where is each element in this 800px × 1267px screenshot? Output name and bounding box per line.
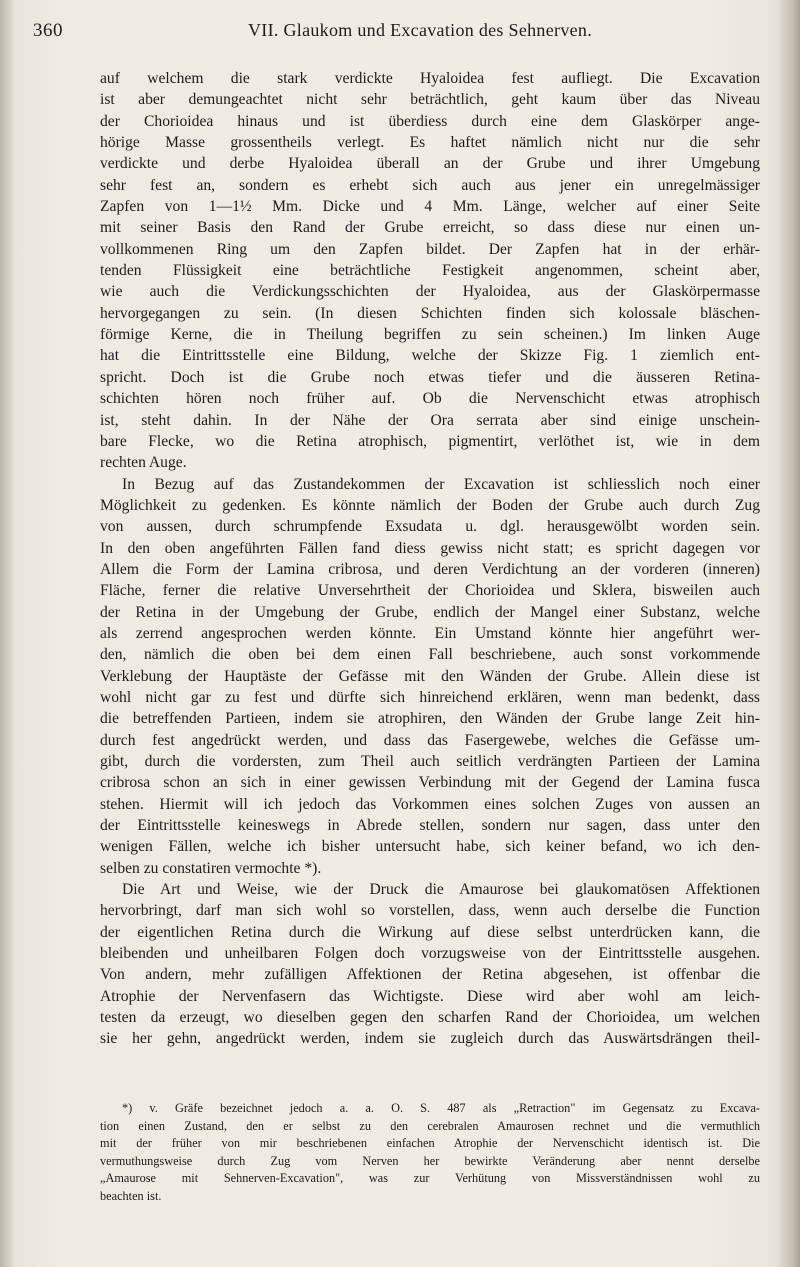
page-edge-shadow	[778, 0, 800, 1267]
text-line: mit seiner Basis den Rand der Grube erreicht, so dass diese nur einen un-	[100, 219, 760, 237]
text-line: In den oben angeführten Fällen fand diess gewiss nicht statt; es spricht dagegen vor	[100, 539, 760, 557]
footnote-line: tion einen Zustand, den er selbst zu den cerebralen Amaurosen rechnet und die vermuthlich	[100, 1118, 760, 1133]
page-header	[0, 0, 800, 60]
text-line: vollkommenen Ring um den Zapfen bildet. Der Zapfen hat in der erhär-	[100, 240, 760, 258]
text-line: gibt, durch die vordersten, zum Theil auch seitlich verdrängten Partieen der Lamina	[100, 753, 760, 770]
text-line: bare Flecke, wo die Retina atrophisch, pigmentirt, verlöthet ist, wie in dem	[100, 432, 760, 450]
footnote-line: *) v. Gräfe bezeichnet jedoch a. a. O. S. 487 als „Retraction" im Gegensatz zu Excava-	[122, 1101, 760, 1115]
text-line: wie auch die Verdickungsschichten der Hyaloidea, aus der Glaskörpermasse	[100, 283, 760, 301]
text-line: durch fest angedrückt werden, und dass das Fasergewebe, welches die Gefässe um-	[100, 731, 760, 749]
text-line: verdickte und derbe Hyaloidea überall an der Grube und ihrer Umgebung	[100, 155, 760, 173]
text-line: hervorgegangen zu sein. (In diesen Schichten finden sich kolossale bläschen-	[100, 304, 760, 322]
text-line: hervorbringt, darf man sich wohl so vorstellen, dass, wenn auch derselbe die Function	[100, 902, 760, 920]
text-line: selben zu constatiren vermochte *).	[100, 859, 322, 877]
text-line: spricht. Doch ist die Grube noch etwas tiefer und die äusseren Retina-	[100, 368, 760, 386]
text-line: wohl nicht gar zu fest und dürfte sich hinreichend erklären, wenn man bedenkt, dass	[100, 688, 760, 706]
text-line: Von andern, mehr zufälligen Affektionen der Retina abgesehen, ist offenbar die	[100, 966, 760, 984]
text-line: Möglichkeit zu gedenken. Es könnte nämlich der Boden der Grube auch durch Zug	[100, 496, 760, 514]
running-head: VII. Glaukom und Excavation des Sehnerven.	[248, 20, 593, 40]
page-gutter-shadow	[0, 0, 14, 1267]
body-text	[100, 68, 760, 1050]
text-line: der Chorioidea hinaus und ist überdiess durch eine dem Glaskörper ange-	[100, 112, 760, 130]
text-line: wenigen Fällen, welche ich bisher untersucht habe, sich keiner befand, wo ich den-	[100, 838, 760, 856]
text-line: als zerrend angesprochen werden könnte. Ein Umstand könnte hier angeführt wer-	[100, 624, 760, 642]
text-line: sehr fest an, sondern es erhebt sich auch aus jener ein unregelmässiger	[100, 176, 760, 194]
text-line: stehen. Hiermit will ich jedoch das Vorkommen eines solchen Zuges von aussen an	[100, 795, 760, 813]
page-number: 360	[33, 20, 63, 41]
text-line: bleibenden und unheilbaren Folgen doch vorzugsweise von der Eintrittsstelle ausgehen.	[100, 945, 760, 963]
text-line: der eigentlichen Retina durch die Wirkung auf diese selbst unterdrücken kann, die	[100, 923, 760, 941]
footnote-line: beachten ist.	[100, 1188, 162, 1203]
footnote-line: mit der früher von mir beschriebenen einfachen Atrophie der Nervenschicht identisch ist. Die	[100, 1136, 760, 1150]
text-line: hörige Masse grossentheils verlegt. Es haftet nämlich nicht nur die sehr	[100, 134, 760, 152]
text-line: sie her gehn, angedrückt werden, indem sie zugleich durch das Auswärtsdrängen theil-	[100, 1030, 760, 1048]
footnote-line: vermuthungsweise durch Zug vom Nerven her bewirkte Veränderung aber nennt derselbe	[100, 1153, 760, 1168]
text-line: den, nämlich die oben bei dem einen Fall beschriebene, auch sonst vorkommende	[100, 646, 760, 664]
text-line: cribrosa schon an sich in einer gewissen Verbindung mit der Gegend der Lamina fusca	[100, 774, 760, 792]
text-line: Zapfen von 1—1½ Mm. Dicke und 4 Mm. Länge, welcher auf einer Seite	[100, 198, 760, 216]
text-line: Fläche, ferner die relative Unversehrtheit der Chorioidea und Sklera, bisweilen auch	[100, 582, 760, 600]
text-line: der Retina in der Umgebung der Grube, endlich der Mangel einer Substanz, welche	[100, 603, 760, 621]
text-line: der Eintrittsstelle keineswegs in Abrede stellen, sondern nur sagen, dass unter den	[100, 817, 760, 835]
text-line: ist aber demungeachtet nicht sehr beträchtlich, geht kaum über das Niveau	[100, 91, 760, 109]
text-line: förmige Kerne, die in Theilung begriffen zu sein scheinen.) Im linken Auge	[100, 326, 760, 344]
text-line: rechten Auge.	[100, 454, 187, 472]
text-line: die betreffenden Partieen, indem sie atrophiren, den Wänden der Grube lange Zeit hin-	[100, 710, 760, 728]
text-line: Allem die Form der Lamina cribrosa, und deren Verdichtung an der vorderen (inneren)	[100, 560, 760, 578]
text-line: testen da erzeugt, wo dieselben gegen den scharfen Rand der Chorioidea, um welchen	[100, 1009, 760, 1027]
text-line: ist, steht dahin. In der Nähe der Ora serrata aber sind einige unschein-	[100, 411, 760, 429]
text-line: Verklebung der Hauptäste der Gefässe mit den Wänden der Grube. Allein diese ist	[100, 667, 760, 685]
footnote	[100, 1100, 760, 1205]
text-line: von aussen, durch schrumpfende Exsudata u. dgl. herausgewölbt worden sein.	[100, 518, 760, 536]
text-line: Die Art und Weise, wie der Druck die Amaurose bei glaukomatösen Affektionen	[122, 881, 760, 899]
text-line: In Bezug auf das Zustandekommen der Excavation ist schliesslich noch einer	[122, 475, 760, 493]
text-line: hat die Eintrittsstelle eine Bildung, welche der Skizze Fig. 1 ziemlich ent-	[100, 347, 760, 365]
text-line: auf welchem die stark verdickte Hyaloidea fest aufliegt. Die Excavation	[100, 70, 760, 87]
text-line: schichten hören noch früher auf. Ob die Nervenschicht etwas atrophisch	[100, 390, 760, 408]
footnote-line: „Amaurose mit Sehnerven-Excavation", was zur Verhütung von Missverständnissen wohl zu	[100, 1171, 760, 1185]
text-line: Atrophie der Nervenfasern das Wichtigste. Diese wird aber wohl am leich-	[100, 987, 760, 1005]
text-line: tenden Flüssigkeit eine beträchtliche Festigkeit angenommen, scheint aber,	[100, 262, 760, 280]
